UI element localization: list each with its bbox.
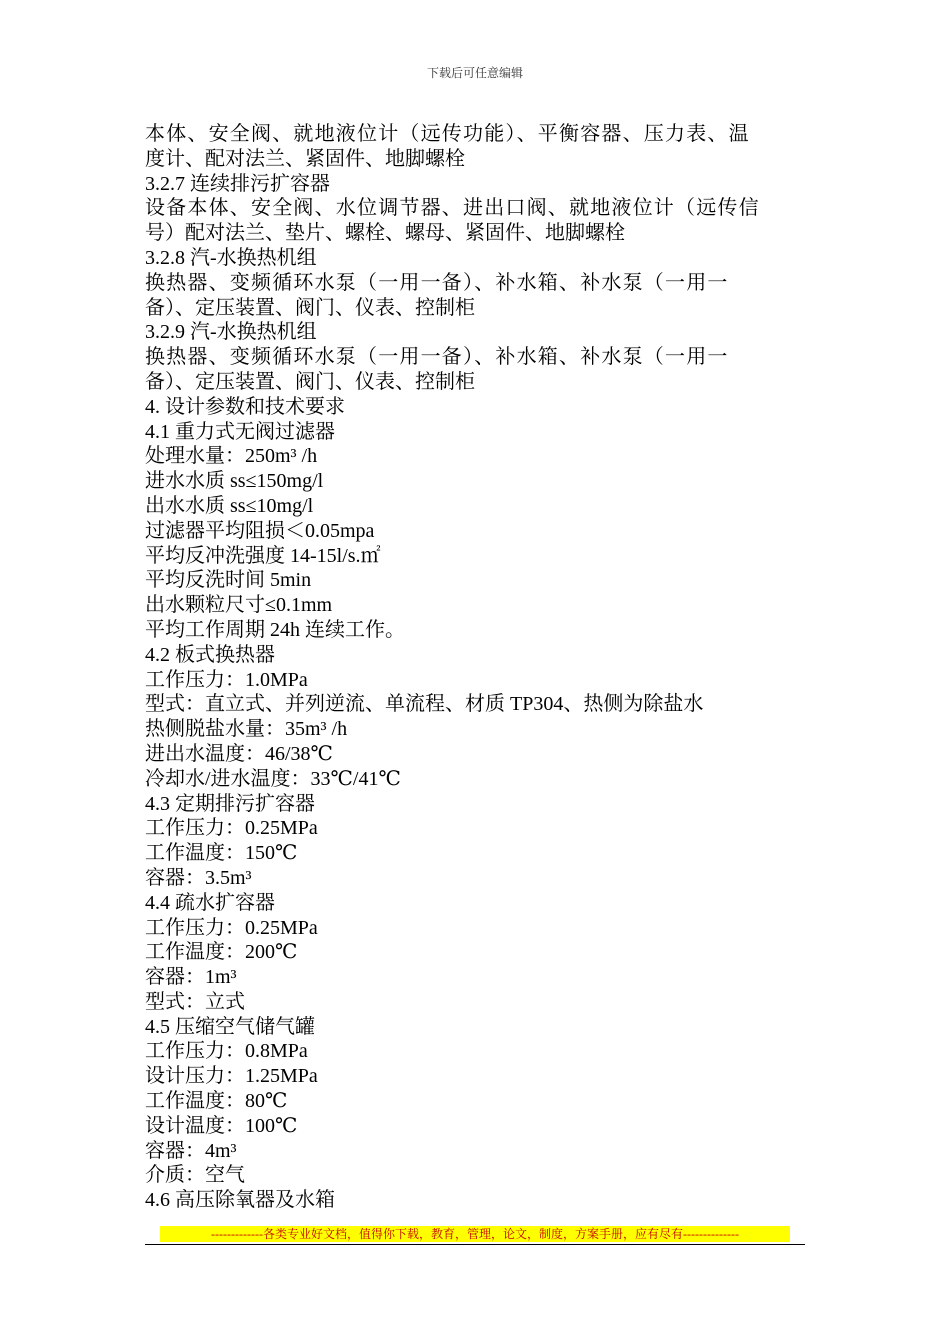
text-line: 换热器、变频循环水泵（一用一备）、补水箱、补水泵（一用一 bbox=[145, 271, 729, 294]
section-heading: 3.2.8 汽-水换热机组 bbox=[145, 246, 317, 269]
document-body bbox=[145, 122, 810, 1213]
text-line: 过滤器平均阻损＜0.05mpa bbox=[145, 519, 375, 542]
section-heading: 4. 设计参数和技术要求 bbox=[145, 395, 345, 418]
text-line: 工作温度：200℃ bbox=[145, 941, 298, 964]
text-line: 设备本体、安全阀、水位调节器、进出口阀、就地液位计（远传信 bbox=[145, 197, 760, 220]
text-line: 换热器、变频循环水泵（一用一备）、补水箱、补水泵（一用一 bbox=[145, 346, 729, 369]
text-line: 进出水温度：46/38℃ bbox=[145, 742, 333, 765]
text-line: 容器：4m³ bbox=[145, 1139, 237, 1162]
text-line: 号）配对法兰、垫片、螺栓、螺母、紧固件、地脚螺栓 bbox=[145, 222, 625, 245]
text-line: 工作压力：0.8MPa bbox=[145, 1040, 308, 1063]
text-line: 设计压力：1.25MPa bbox=[145, 1065, 318, 1088]
page-header-note: 下载后可任意编辑 bbox=[426, 66, 523, 80]
text-line: 工作压力：1.0MPa bbox=[145, 668, 308, 691]
text-line: 处理水量：250m³ /h bbox=[145, 445, 318, 468]
text-line: 容器：1m³ bbox=[145, 966, 237, 989]
text-line: 备）、定压装置、阀门、仪表、控制柜 bbox=[145, 370, 475, 393]
text-line: 介质：空气 bbox=[145, 1164, 245, 1187]
text-line: 进水水质 ss≤150mg/l bbox=[145, 470, 324, 493]
text-line: 工作压力：0.25MPa bbox=[145, 817, 318, 840]
text-line: 出水水质 ss≤10mg/l bbox=[145, 494, 314, 517]
section-heading: 4.2 板式换热器 bbox=[145, 643, 275, 666]
section-heading: 4.4 疏水扩容器 bbox=[145, 891, 275, 914]
text-line: 平均工作周期 24h 连续工作。 bbox=[145, 618, 405, 641]
section-heading: 4.6 高压除氧器及水箱 bbox=[145, 1189, 335, 1212]
section-heading: 4.1 重力式无阀过滤器 bbox=[145, 420, 335, 443]
text-line: 设计温度：100℃ bbox=[145, 1114, 298, 1137]
text-line: 平均反洗时间 5min bbox=[145, 569, 312, 592]
text-line: 工作温度：150℃ bbox=[145, 842, 298, 865]
text-line: 备）、定压装置、阀门、仪表、控制柜 bbox=[145, 296, 475, 319]
text-line: 热侧脱盐水量：35m³ /h bbox=[145, 718, 348, 741]
section-heading: 4.3 定期排污扩容器 bbox=[145, 792, 315, 815]
text-line: 工作压力：0.25MPa bbox=[145, 916, 318, 939]
text-line: 度计、配对法兰、紧固件、地脚螺栓 bbox=[145, 147, 465, 170]
section-heading: 4.5 压缩空气储气罐 bbox=[145, 1015, 315, 1038]
text-line: 冷却水/进水温度：33℃/41℃ bbox=[145, 767, 401, 790]
section-heading: 3.2.7 连续排污扩容器 bbox=[145, 172, 330, 195]
text-line: 型式：直立式、并列逆流、单流程、材质 TP304、热侧为除盐水 bbox=[145, 693, 704, 716]
text-line: 本体、安全阀、就地液位计（远传功能）、平衡容器、压力表、温 bbox=[145, 123, 750, 145]
text-line: 平均反冲洗强度 14-15l/s.㎡ bbox=[145, 544, 381, 567]
footer-divider bbox=[145, 1244, 805, 1245]
text-line: 容器：3.5m³ bbox=[145, 866, 252, 889]
section-heading: 3.2.9 汽-水换热机组 bbox=[145, 321, 317, 344]
footer-banner: -------------各类专业好文档，值得你下载，教育，管理，论文，制度，方案手册，应有尽有-------------- bbox=[160, 1226, 790, 1242]
text-line: 出水颗粒尺寸≤0.1mm bbox=[145, 594, 333, 617]
text-line: 工作温度：80℃ bbox=[145, 1090, 288, 1113]
text-line: 型式：立式 bbox=[145, 990, 245, 1013]
